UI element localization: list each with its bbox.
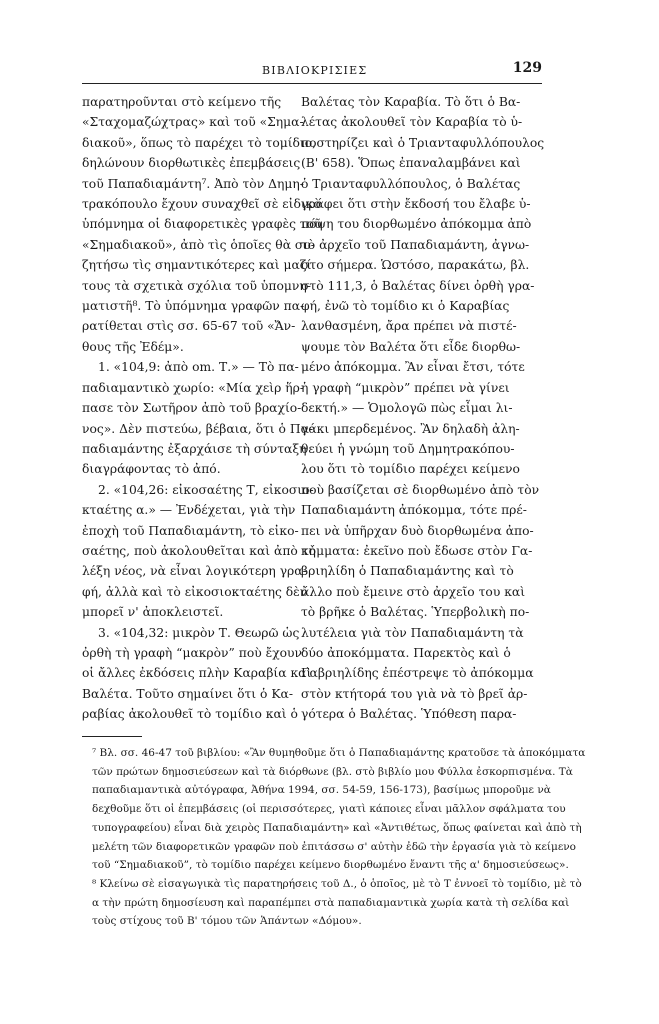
running-head-title: ΒΙΒΛΙΟΚΡΙΣΙΕΣ — [262, 64, 368, 77]
text-line: πασε τὸν Σωτῆρον ἀπὸ τοῦ βραχίο- — [82, 401, 302, 416]
text-line: ζητήσω τὶς σημαντικότερες καὶ μαζί — [82, 258, 312, 273]
text-line: στο σήμερα. Ὡστόσο, παρακάτω, βλ. — [301, 258, 530, 273]
text-line: Βαλέτα. Τοῦτο σημαίνει ὅτι ὁ Κα- — [82, 686, 293, 701]
text-line: λανθασμένη, ἄρα πρέπει νὰ πιστέ- — [301, 319, 517, 334]
footnote-line: δεχθοῦμε ὅτι οἱ ἐπεμβάσεις (οἱ περισσότερες, γιατὶ κάποιες εἶναι μᾶλλον σφάλματα του — [92, 803, 566, 816]
text-line: δεκτή.» — Ὁμολογῶ πὼς εἶμαι λι- — [301, 401, 513, 416]
text-line: ποὺ βασίζεται σὲ διορθωμένο ἀπὸ τὸν — [301, 482, 540, 497]
footnote-line: τοὺς στίχους τοῦ Β' τόμου τῶν Ἁπάντων «Δόμου». — [92, 915, 362, 928]
text-line: δηλώνουν διορθωτικὲς ἐπεμβάσεις — [82, 156, 301, 171]
text-line: γάκι μπερδεμένος. Ἂν δηλαδὴ ἀλη- — [301, 421, 520, 436]
text-line: ματιστῆ⁸. Τὸ ὑπόμνημα γραφῶν πα- — [82, 299, 305, 314]
text-line: Παπαδιαμάντη ἀπόκομμα, τότε πρέ- — [301, 503, 527, 518]
text-line: τὸ ἀρχεῖο τοῦ Παπαδιαμάντη, ἀγνω- — [301, 237, 530, 252]
text-line: ὑπόμνημα οἱ διαφορετικὲς γραφὲς τοῦ — [82, 217, 322, 232]
footnote-rule — [82, 736, 142, 737]
footnote-line: παπαδιαμαντικὰ αὐτόγραφα, Ἀθήνα 1994, σσ. 54-59, 156-173), βασίμως μποροῦμε νὰ — [92, 784, 551, 797]
text-line: διακοῦ», ὅπως τὸ παρέχει τὸ τομίδιο, — [82, 135, 317, 150]
text-line: «Σημαδιακοῦ», ἀπὸ τὶς ὁποῖες θὰ συ- — [82, 237, 315, 252]
header-rule — [82, 83, 542, 84]
text-line: λυτέλεια γιὰ τὸν Παπαδιαμάντη τὰ — [301, 625, 524, 640]
text-line: Βαλέτας τὸν Καραβία. Τὸ ὅτι ὁ Βα- — [301, 95, 521, 109]
text-line: τοῦ Παπαδιαμάντη⁷. Ἀπὸ τὸν Δημη- — [82, 176, 304, 191]
footnote-line: μελέτη τῶν διαφορετικῶν γραφῶν ποὺ ἐπιτάσσω σ' αὐτὴν ἐδῶ τὴν ἐργασία γιὰ τὸ κείμενο — [92, 840, 576, 853]
text-line: διαγράφοντας τὸ ἀπό. — [82, 462, 221, 477]
text-line: νος». Δὲν πιστεύω, βέβαια, ὅτι ὁ Πα- — [82, 421, 314, 436]
text-line: ραβίας ἀκολουθεῖ τὸ τομίδιο καὶ ὁ — [82, 707, 298, 722]
text-line: ὀρθὴ τὴ γραφὴ “μακρὸν” ποὺ ἔχουν — [82, 645, 303, 660]
text-line: (Β' 658). Ὅπως ἐπαναλαμβάνει καὶ — [301, 156, 521, 171]
text-line: στὸν κτήτορά του γιὰ νὰ τὸ βρεῖ ἀρ- — [301, 686, 528, 701]
text-line: τρακόπουλο ἔχουν συναχθεῖ σὲ εἰδικὸ — [82, 197, 321, 212]
footnote-line: τυπογραφείου) εἶναι διὰ χειρὸς Παπαδιαμάντη» καὶ «Ἀντιθέτως, ὅπως φαίνεται καὶ ἀπὸ τὴ — [92, 821, 582, 834]
text-line: παρατηροῦνται στὸ κείμενο τῆς — [82, 95, 282, 109]
text-line: κόμματα: ἐκεῖνο ποὺ ἔδωσε στὸν Γα- — [301, 543, 533, 558]
footnote-line: ⁷ Βλ. σσ. 46-47 τοῦ βιβλίου: «Ἂν θυμηθοῦμε ὅτι ὁ Παπαδιαμάντης κρατοῦσε τὰ ἀποκόμματα — [92, 747, 586, 759]
text-line: στὸ 111,3, ὁ Βαλέτας δίνει ὀρθὴ γρα- — [301, 278, 535, 293]
text-line: ρατίθεται στὶς σσ. 65-67 τοῦ «Ἄν- — [82, 319, 296, 334]
text-line: ἡ γραφὴ “μικρὸν” πρέπει νὰ γίνει — [301, 380, 510, 395]
text-line: 2. «104,26: εἰκοσαέτης Τ, εἰκοσιο- — [98, 482, 314, 497]
text-line: παδιαμάντης ἐξαρχάισε τὴ σύνταξη — [82, 441, 307, 456]
footnotes — [82, 744, 586, 931]
text-line: 1. «104,9: ἀπὸ om. Τ.» — Τὸ πα- — [98, 360, 299, 375]
text-line: θους τῆς Ἐδέμ». — [82, 339, 184, 354]
text-line: δύο ἀποκόμματα. Παρεκτὸς καὶ ὁ — [301, 645, 511, 660]
text-line: ὁ Τριανταφυλλόπουλος, ὁ Βαλέτας — [301, 176, 521, 191]
text-line: λου ὅτι τὸ τομίδιο παρέχει κείμενο — [301, 462, 520, 477]
footnote-line: τῶν πρώτων δημοσιεύσεων καὶ τὰ διόρθωνε (βλ. στὸ βιβλίο μου Φύλλα ἐσκορπισμένα. Τὰ — [92, 765, 573, 778]
text-line: ποστηρίζει καὶ ὁ Τριανταφυλλόπουλος — [301, 135, 545, 150]
page-number: 129 — [512, 60, 542, 76]
text-line: Γαβριηλίδης ἐπέστρεψε τὸ ἀπόκομμα — [301, 666, 534, 681]
text-line: γότερα ὁ Βαλέτας. Ὑπόθεση παρα- — [301, 707, 517, 722]
text-line: μπορεῖ ν' ἀποκλειστεῖ. — [82, 605, 224, 620]
text-line: φή, ἐνῶ τὸ τομίδιο κι ὁ Καραβίας — [301, 299, 510, 314]
text-line: γράφει ὅτι στὴν ἔκδοσή του ἔλαβε ὑ- — [301, 197, 531, 212]
text-line: λέξη νέος, νὰ εἶναι λογικότερη γρα- — [82, 564, 307, 579]
text-line: 3. «104,32: μικρὸν Τ. Θεωρῶ ὡς — [98, 625, 300, 640]
text-line: πόψη του διορθωμένο ἀπόκομμα ἀπὸ — [301, 217, 532, 232]
text-line: βριηλίδη ὁ Παπαδιαμάντης καὶ τὸ — [301, 564, 514, 579]
text-line: μένο ἀπόκομμα. Ἂν εἶναι ἔτσι, τότε — [301, 360, 525, 375]
text-line: «Σταχομαζώχτρας» καὶ τοῦ «Σημα- — [82, 115, 304, 130]
footnote-line: τοῦ “Σημαδιακοῦ”, τὸ τομίδιο παρέχει κείμενο διορθωμένο ἔναντι τῆς α' δημοσιεύσεως». — [92, 859, 569, 872]
text-line: θεύει ἡ γνώμη τοῦ Δημητρακόπου- — [301, 441, 515, 456]
text-line: λέτας ἀκολουθεῖ τὸν Καραβία τὸ ὑ- — [301, 115, 523, 130]
right-column — [301, 92, 545, 725]
text-line: ψουμε τὸν Βαλέτα ὅτι εἶδε διορθω- — [301, 339, 521, 354]
text-line: φή, ἀλλὰ καὶ τὸ εἰκοσιοκταέτης δὲν — [82, 584, 308, 599]
text-line: παδιαμαντικὸ χωρίο: «Μία χεὶρ ἥρ- — [82, 380, 304, 395]
text-line: κταέτης α.» — Ἐνδέχεται, γιὰ τὴν — [82, 503, 296, 518]
footnote-line: α τὴν πρώτη δημοσίευση καὶ παραπέμπει στὰ παπαδιαμαντικὰ χωρία κατὰ τὴ σελίδα καὶ — [92, 896, 570, 909]
left-column — [82, 92, 322, 725]
running-head — [82, 60, 542, 82]
text-line: τὸ βρῆκε ὁ Βαλέτας. Ὑπερβολικὴ πο- — [301, 605, 530, 620]
text-line: οἱ ἄλλες ἐκδόσεις πλὴν Καραβία καὶ — [82, 666, 312, 681]
text-line: ἄλλο ποὺ ἔμεινε στὸ ἀρχεῖο του καὶ — [301, 584, 526, 599]
text-line: τους τὰ σχετικὰ σχόλια τοῦ ὑπομνη- — [82, 278, 311, 293]
text-line: σαέτης, ποὺ ἀκολουθεῖται καὶ ἀπὸ τὴ — [82, 543, 316, 558]
text-line: ἐποχὴ τοῦ Παπαδιαμάντη, τὸ εἰκο- — [82, 523, 299, 538]
text-line: πει νὰ ὑπῆρχαν δυὸ διορθωμένα ἀπο- — [301, 523, 534, 538]
footnote-line: ⁸ Κλείνω σὲ εἰσαγωγικὰ τὶς παρατηρήσεις τοῦ Δ., ὁ ὁποῖος, μὲ τὸ Τ ἐννοεῖ τὸ τομίδιο, μὲ τὸ — [92, 877, 582, 890]
